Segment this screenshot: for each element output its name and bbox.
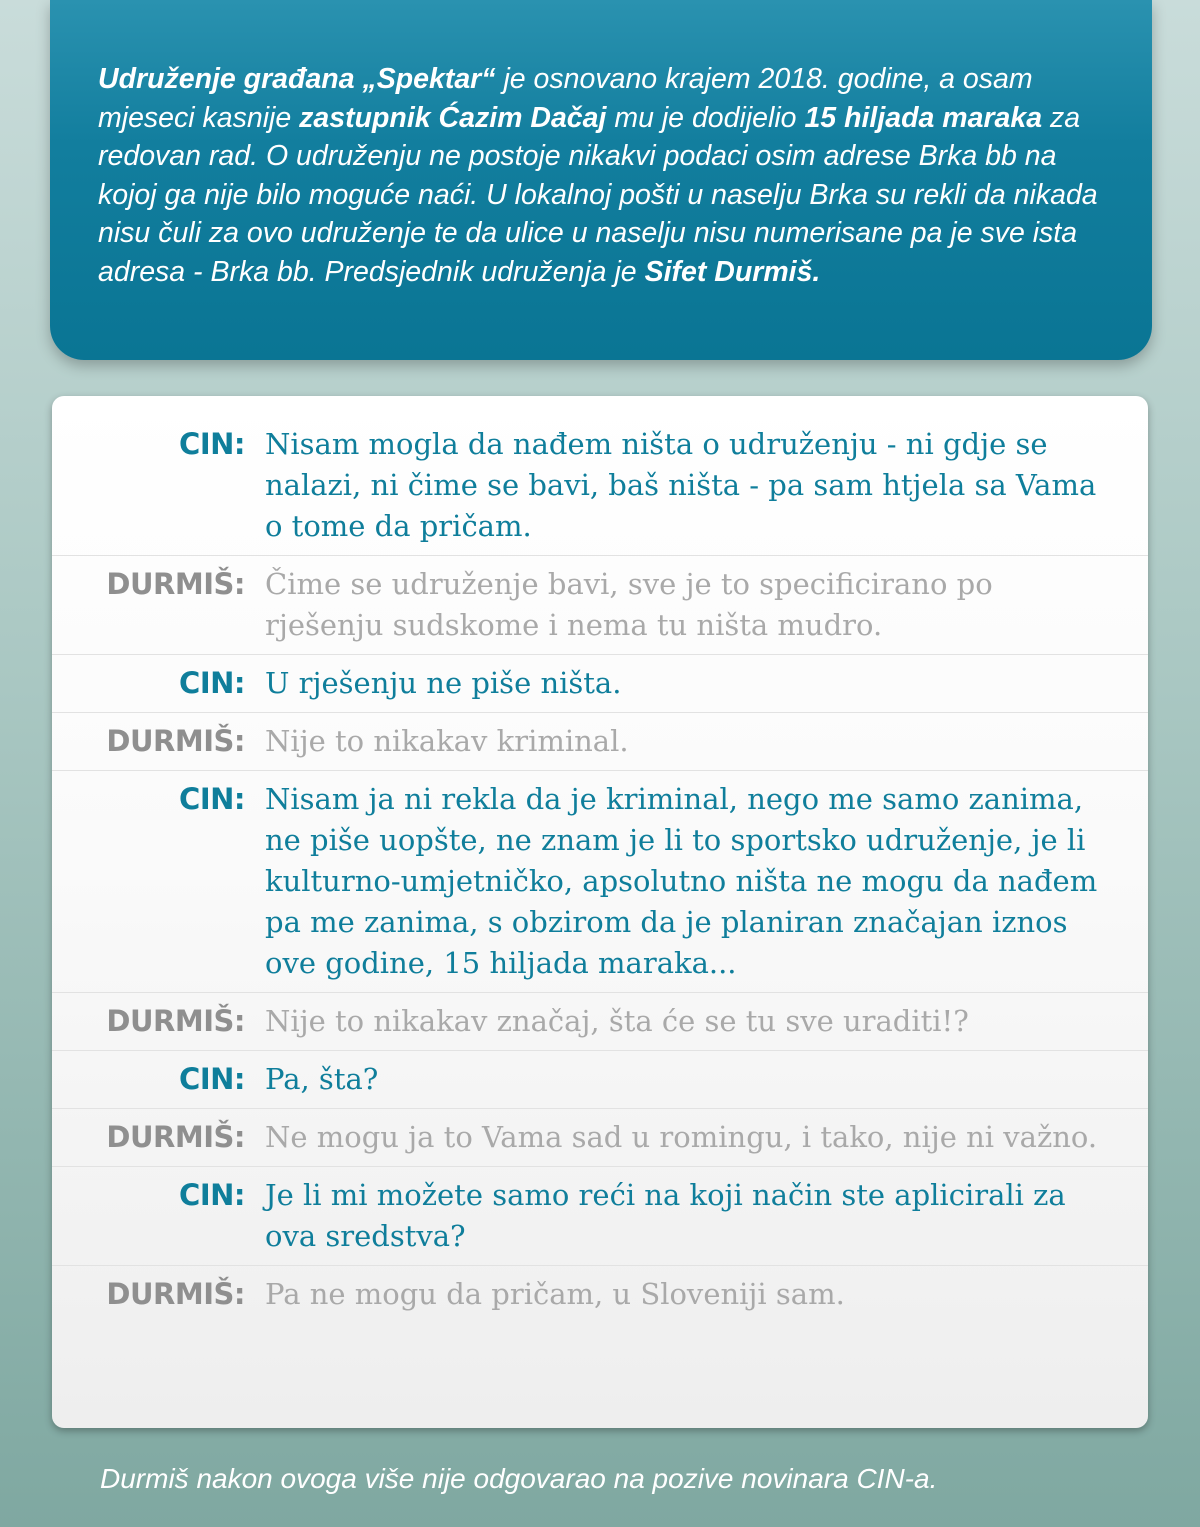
turn-text: Pa ne mogu da pričam, u Sloveniji sam. [265, 1277, 845, 1311]
speaker-label: DURMIŠ: [106, 567, 245, 601]
intro-text-3: za redovan rad. O udruženju ne postoje nikakvi podaci osim adrese Brka bb na kojoj ga nije bilo moguće naći. U lokalnoj pošti u naselju Brka su rekli da nikada nisu čuli za ovo udruženje te da ulice u naselju nisu numerisane pa je sve ista adresa - Brka bb. Predsjednik udruženja je [98, 101, 1098, 288]
dialog-turn [52, 993, 1148, 1051]
speaker-label: CIN: [179, 1062, 245, 1096]
speaker-label: CIN: [179, 782, 245, 816]
dialog-turn [52, 1051, 1148, 1109]
speaker-label: CIN: [179, 1178, 245, 1212]
intro-text-2: mu je dodijelio [606, 101, 805, 134]
turn-text: Je li mi možete samo reći na koji način ste aplicirali za ova sredstva? [265, 1178, 1066, 1253]
dialog-turn [52, 713, 1148, 771]
turn-text: Nije to nikakav kriminal. [265, 724, 629, 758]
speaker-label: DURMIŠ: [106, 724, 245, 758]
intro-amount: 15 hiljada maraka [804, 101, 1043, 134]
dialog-turn [52, 1109, 1148, 1167]
dialog-card [52, 396, 1148, 1428]
dialog-turn [52, 771, 1148, 993]
speaker-label: DURMIŠ: [106, 1004, 245, 1038]
dialog-turn [52, 1167, 1148, 1266]
intro-text-1: je osnovano krajem 2018. godine, a osam mjeseci kasnije [98, 63, 1033, 134]
turn-text: Ne mogu ja to Vama sad u romingu, i tako, nije ni važno. [265, 1120, 1098, 1154]
turn-text: Nisam mogla da nađem ništa o udruženju - ni gdje se nalazi, ni čime se bavi, baš ništa - pa sam htjela sa Vama o tome da pričam. [265, 427, 1097, 543]
speaker-label: DURMIŠ: [106, 1277, 245, 1311]
speaker-label: CIN: [179, 666, 245, 700]
turn-text: Pa, šta? [265, 1062, 379, 1096]
intro-president: Sifet Durmiš. [644, 255, 821, 288]
turn-text: Nisam ja ni rekla da je kriminal, nego me samo zanima, ne piše uopšte, ne znam je li to sportsko udruženje, je li kulturno-umjetničko, apsolutno ništa ne mogu da nađem pa me zanima, s obzirom da je planiran značajan iznos ove godine, 15 hiljada maraka... [265, 782, 1098, 980]
intro-representative: zastupnik Ćazim Dačaj [299, 101, 607, 134]
intro-association-name: Udruženje građana „Spektar“ [98, 63, 496, 95]
speaker-label: DURMIŠ: [106, 1120, 245, 1154]
dialog-turn [52, 655, 1148, 713]
speaker-label: CIN: [179, 427, 245, 461]
footnote: Durmiš nakon ovoga više nije odgovarao na pozive novinara CIN-a. [100, 1463, 938, 1494]
turn-text: Nije to nikakav značaj, šta će se tu sve uraditi!? [265, 1004, 969, 1038]
dialog-turn [52, 556, 1148, 655]
turn-text: U rješenju ne piše ništa. [265, 666, 622, 700]
dialog-turn [52, 416, 1148, 556]
turn-text: Čime se udruženje bavi, sve je to specificirano po rješenju sudskome i nema tu ništa mudro. [265, 567, 993, 642]
intro-box [50, 0, 1152, 360]
dialog-turn [52, 1266, 1148, 1323]
